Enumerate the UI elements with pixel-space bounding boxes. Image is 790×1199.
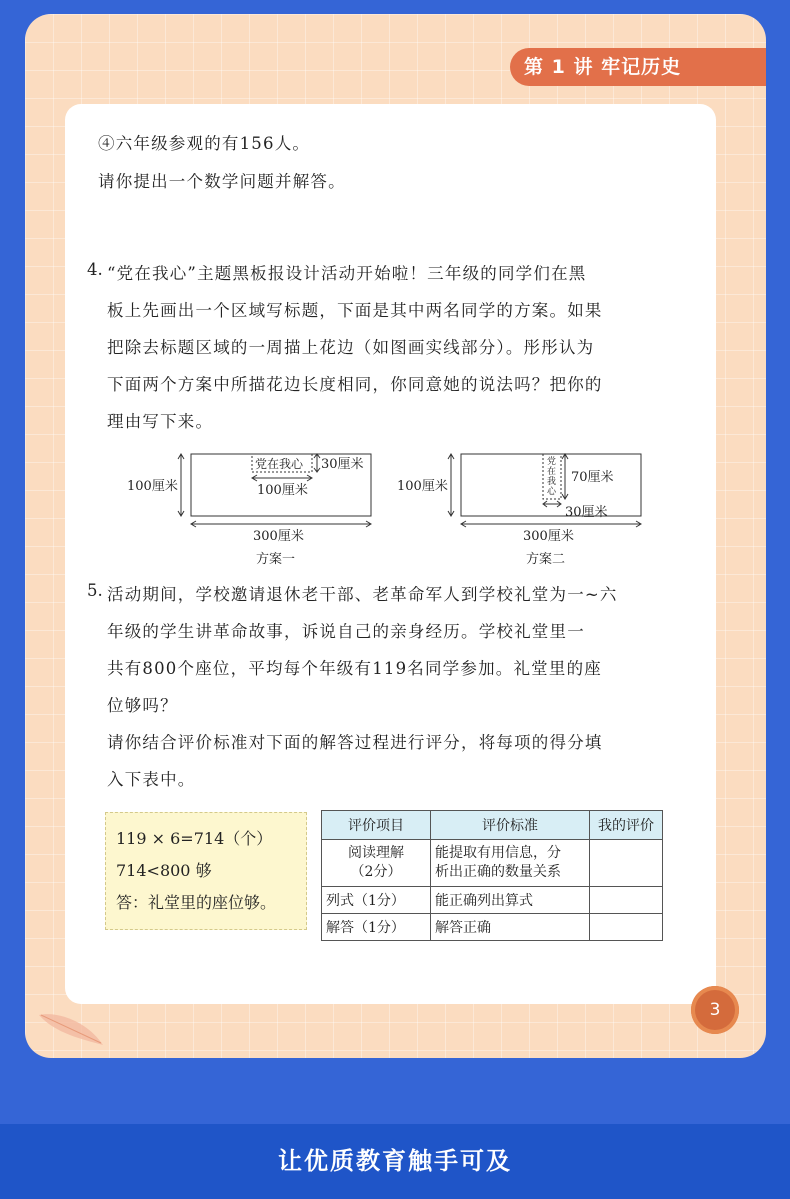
plan-one-diagram (125, 444, 375, 569)
criterion-line: 能提取有用信息，分 (435, 845, 561, 861)
q5-instruction: 请你结合评价标准对下面的解答过程进行评分，将每项的得分填 (107, 733, 603, 752)
answer-line: 答：礼堂里的座位够。 (116, 893, 277, 912)
worksheet-content (65, 104, 716, 1004)
plan-one-title-text: 党在我心 (255, 457, 304, 471)
table-row (322, 914, 663, 941)
q4-line: 下面两个方案中所描花边长度相同，你同意她的说法吗？把你的 (107, 375, 603, 394)
q5-line: 活动期间，学校邀请退休老干部、老革命军人到学校礼堂为一~六 (107, 585, 618, 604)
table-header: 评价标准 (431, 811, 590, 840)
q5-line: 年级的学生讲革命故事，诉说自己的亲身经历。学校礼堂里一 (107, 622, 585, 641)
plan-one-height-label: 100厘米 (127, 479, 178, 494)
plan-two-width-label: 300厘米 (523, 529, 574, 544)
q5-line: 共有800个座位，平均每个年级有119名同学参加。礼堂里的座 (107, 659, 602, 678)
plan-one-box-height-label: 30厘米 (321, 457, 364, 472)
table-cell-criterion (431, 840, 590, 887)
plan-two-title-char: 党 (547, 457, 557, 467)
worksheet-paper (65, 104, 716, 1004)
page-number-badge: 3 (691, 986, 739, 1034)
table-cell-item: 解答（1分） (322, 914, 431, 941)
q3-prompt: 请你提出一个数学问题并解答。 (98, 172, 346, 191)
q4-number: 4. (87, 260, 103, 279)
q4-line: 板上先画出一个区域写标题，下面是其中两名同学的方案。如果 (107, 301, 603, 320)
table-cell-criterion: 能正确列出算式 (431, 887, 590, 914)
feather-icon (37, 1009, 107, 1049)
item-line: 阅读理解 (348, 845, 404, 861)
item-line: （2分） (350, 864, 402, 880)
plan-one-caption: 方案一 (256, 552, 296, 567)
q4-line: 理由写下来。 (107, 412, 214, 431)
plan-two-caption: 方案二 (526, 552, 566, 567)
table-cell-criterion: 解答正确 (431, 914, 590, 941)
q5-number: 5. (87, 581, 103, 600)
table-row (322, 887, 663, 914)
plan-two-diagram (395, 444, 645, 569)
plan-two-height-label: 100厘米 (397, 479, 448, 494)
score-cell[interactable] (590, 887, 663, 914)
score-cell[interactable] (590, 840, 663, 887)
footer-slogan: 让优质教育触手可及 (0, 1124, 790, 1199)
q4-line: “党在我心”主题黑板报设计活动开始啦！三年级的同学们在黑 (107, 264, 587, 283)
evaluation-table (321, 810, 663, 941)
plan-two-box-width-label: 30厘米 (565, 505, 608, 520)
plan-two-title-char: 心 (547, 487, 557, 497)
score-cell[interactable] (590, 914, 663, 941)
q3-item4: ④六年级参观的有156人。 (98, 134, 311, 153)
page-card (25, 14, 766, 1058)
plan-two-box-height-label: 70厘米 (571, 470, 614, 485)
answer-box (105, 812, 307, 930)
plan-one-width-label: 300厘米 (253, 529, 304, 544)
answer-line: 714<800 够 (116, 861, 212, 880)
criterion-line: 析出正确的数量关系 (435, 864, 561, 880)
plan-two-title-char: 在 (547, 467, 557, 477)
plan-two-title-char: 我 (547, 477, 557, 487)
answer-line: 119 × 6=714（个） (116, 829, 273, 848)
q4-line: 把除去标题区域的一周描上花边（如图画实线部分）。彤彤认为 (107, 338, 595, 357)
plan-one-box-width-label: 100厘米 (257, 483, 308, 498)
q5-line: 位够吗？ (107, 696, 178, 715)
table-cell-item (322, 840, 431, 887)
table-header: 评价项目 (322, 811, 431, 840)
table-cell-item: 列式（1分） (322, 887, 431, 914)
table-row (322, 840, 663, 887)
lesson-tag: 第 1 讲 牢记历史 (510, 48, 766, 86)
table-header: 我的评价 (590, 811, 663, 840)
q5-instruction: 入下表中。 (107, 770, 196, 789)
